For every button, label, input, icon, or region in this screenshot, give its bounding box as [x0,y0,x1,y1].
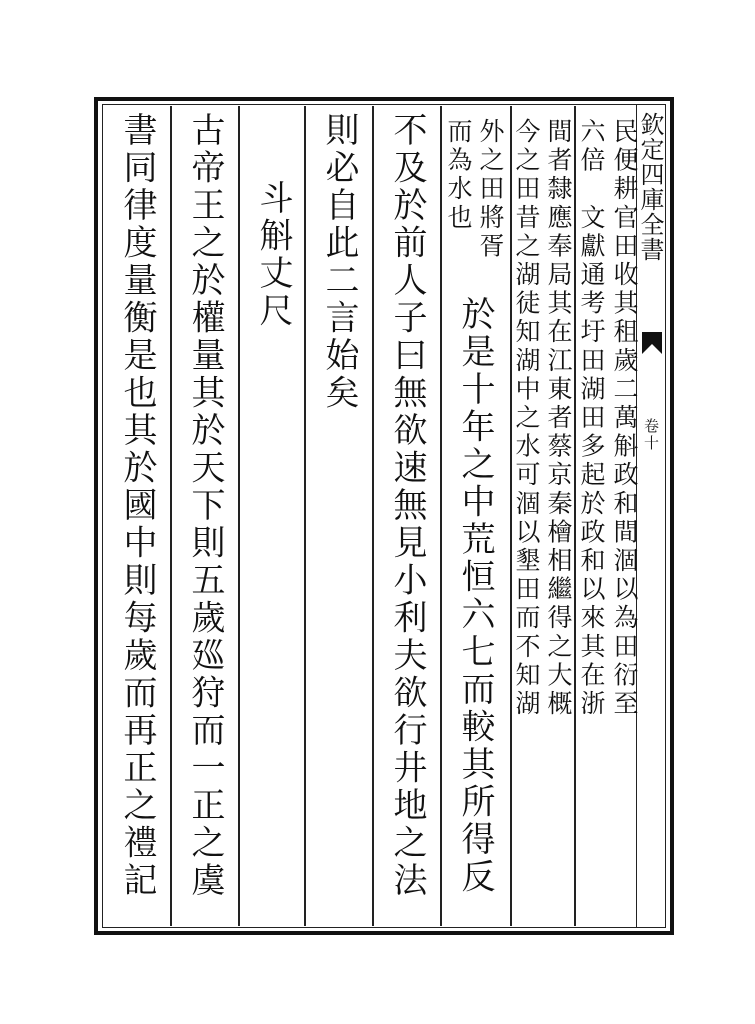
column-rule [170,106,172,926]
main-text-column: 於是十年之中荒恒六七而較其所得反 [455,296,495,896]
commentary-line: 而為水也 [444,118,473,233]
column-rule [238,106,240,926]
volume-number: 卷十 [642,418,660,452]
main-text-column: 不及於前人子曰無欲速無見小利夫欲行井地之法 [387,112,427,900]
commentary-line: 今之田昔之湖徒知湖中之水可涸以墾田而不知湖 [512,118,541,719]
column-rule [440,106,442,926]
main-text-column: 古帝王之於權量其於天下則五歲廵狩而一正之虞 [185,112,225,900]
commentary-line: 外之田將胥 [476,118,505,261]
column-rule [372,106,374,926]
fishtail-mark-icon [640,330,664,356]
main-text-column: 書同律度量衡是也其於國中則每歲而再正之禮記 [117,112,157,900]
commentary-line: 六倍 文獻通考圩田湖田多起於政和以來其在浙 [577,118,606,719]
book-title: 欽定四庫全書 [636,112,664,262]
column-rule [574,106,576,926]
section-heading: 斗斛丈尺 [253,180,293,330]
column-rule [304,106,306,926]
commentary-line: 民便耕官田收其租歲二萬斛政和間涸以為田衍至 [610,118,639,719]
main-text-column: 則必自此二言始矣 [319,112,359,412]
commentary-line: 間者隸應奉局其在江東者蔡京秦檜相繼得之大概 [544,118,573,719]
